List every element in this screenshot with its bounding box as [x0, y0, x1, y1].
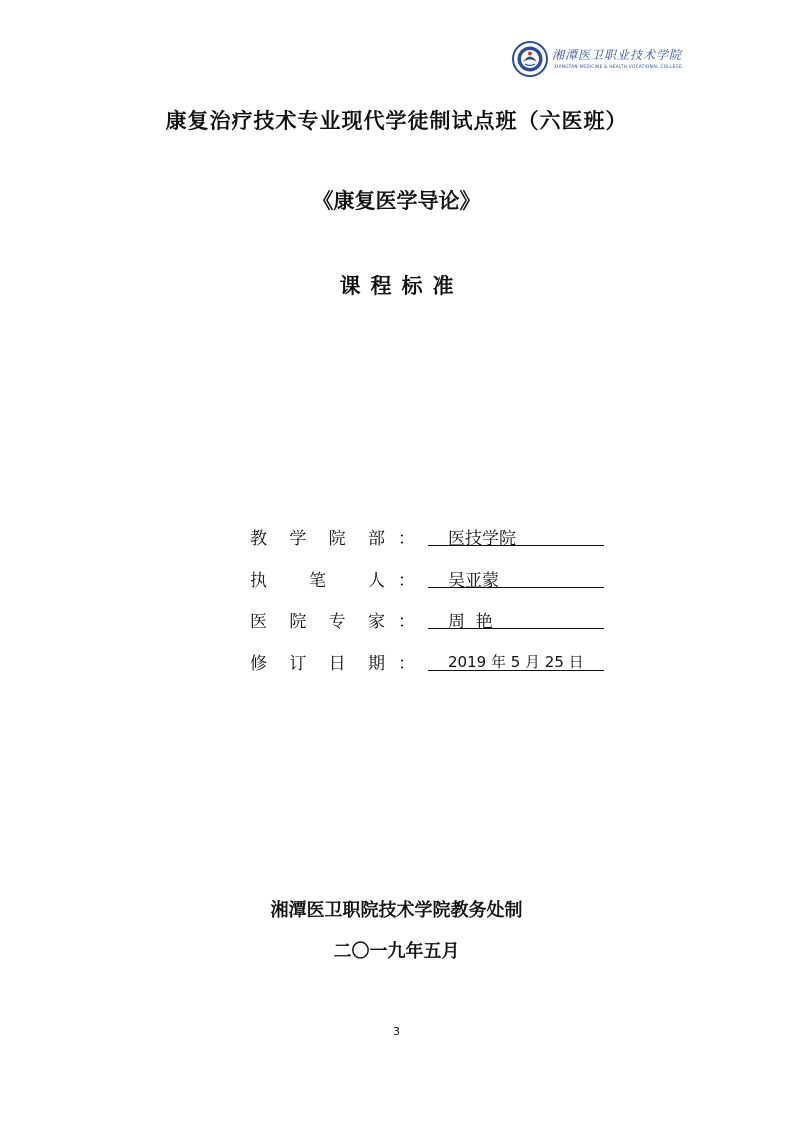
page-number: 3 [393, 1025, 400, 1038]
info-colon: ： [398, 654, 415, 674]
course-name: 《康复医学导论》 [312, 188, 481, 213]
info-label [250, 566, 385, 591]
label-char: 部 [367, 529, 385, 549]
info-colon: ： [398, 529, 415, 549]
label-char: 人 [368, 571, 385, 591]
label-char: 订 [289, 654, 307, 674]
info-value-department: 医技学院 [428, 524, 604, 546]
info-label [250, 524, 385, 549]
issue-date: 二〇一九年五月 [333, 941, 460, 962]
info-label [250, 649, 385, 674]
info-label [250, 607, 385, 632]
info-colon: ： [398, 571, 415, 591]
label-char: 学 [289, 529, 307, 549]
label-char: 院 [328, 529, 346, 549]
college-name-english: XIANGTAN MEDICINE & HEALTH VOCATIONAL COLLEGE [554, 64, 683, 69]
label-char: 执 [250, 571, 267, 591]
label-char: 日 [328, 654, 346, 674]
college-name-script: 湘潭医卫职业技术学院 [552, 48, 683, 62]
label-char: 期 [367, 654, 385, 674]
info-value-revision-date: 2019 年 5 月 25 日 [428, 649, 604, 671]
college-logo [512, 38, 683, 80]
label-char: 笔 [309, 571, 326, 591]
label-char: 修 [250, 654, 267, 674]
info-colon: ： [398, 612, 415, 632]
page-title: 康复治疗技术专业现代学徒制试点班（六医班） [165, 108, 628, 133]
label-char: 家 [367, 612, 385, 632]
label-char: 院 [289, 612, 307, 632]
label-char: 医 [250, 612, 267, 632]
document-type: 课程标准 [339, 273, 464, 298]
college-emblem-icon [512, 38, 548, 80]
label-char: 专 [328, 612, 346, 632]
label-char: 教 [250, 529, 267, 549]
info-value-author: 吴亚蒙 [428, 566, 604, 588]
info-value-hospital-expert: 周 艳 [428, 607, 604, 629]
issuing-office: 湘潭医卫职院技术学院教务处制 [270, 900, 523, 921]
